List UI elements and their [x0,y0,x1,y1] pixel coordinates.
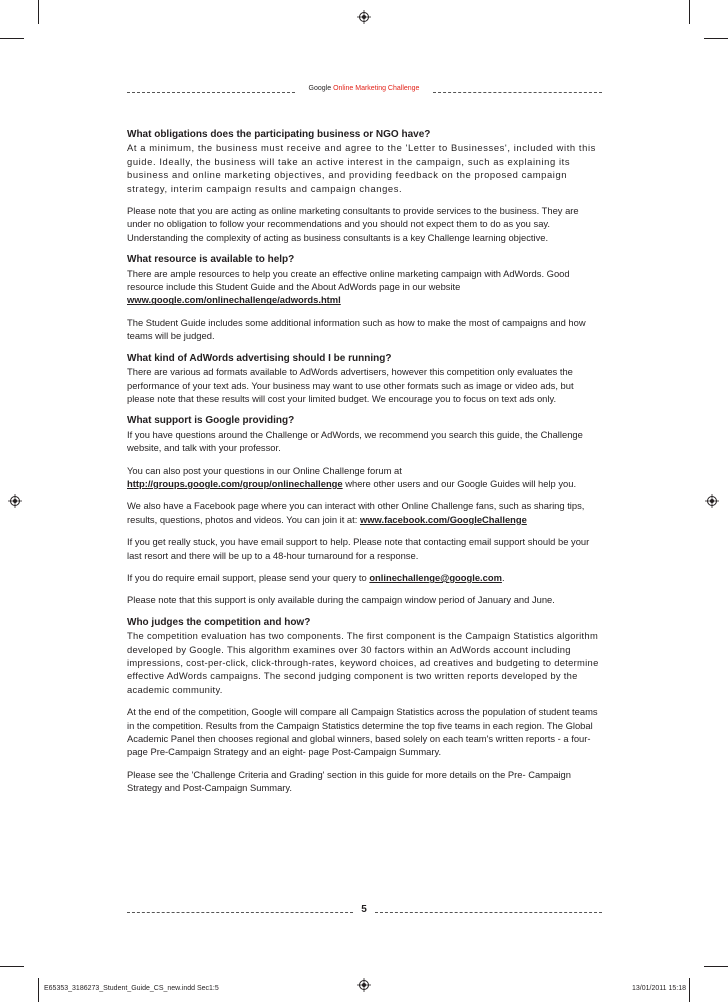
paragraph-facebook [127,499,602,526]
forum-link[interactable]: http://groups.google.com/group/onlinechallenge [127,477,343,489]
paragraph: At the end of the competition, Google will compare all Campaign Statistics across the population of student teams in the competition. Results from the Campaign Statistics determine the top five teams in each region. The Global Academic Panel then chooses regional and global winners, based solely on each team's written reports - a four-page Pre-Campaign Strategy and an eight- page Post-Campaign Summary. [127,706,598,758]
paragraph-email [127,571,602,584]
paragraph-text: You can also post your questions in our Online Challenge forum at [127,464,402,476]
facebook-link[interactable]: www.facebook.com/GoogleChallenge [359,513,527,525]
paragraph-text: We also have a Facebook page where you can interact with other Online Challenge fans, such as sharing tips, results, questions, photos and videos. You can join it at: [127,500,585,525]
question-heading: What support is Google providing? [127,415,295,427]
registration-mark-icon [8,494,22,508]
slug-timestamp: 13/01/2011 15:18 [632,985,686,992]
section-support [127,414,602,454]
header-rule-left [127,92,295,93]
slug-filename: E65353_3186273_Student_Guide_CS_new.indd Sec1:5 [44,985,219,992]
paragraph-forum [127,464,602,491]
paragraph-text: . [501,571,505,583]
paragraph: There are various ad formats available to AdWords advertisers, however this competition only evaluates the performance of your text ads. Your business may want to use other formats such as image or video ads, but please note that these results will cost your limited budget. We encourage you to focus on text ads only. [127,366,574,404]
registration-mark-icon [357,978,371,992]
paragraph: If you have questions around the Challenge or AdWords, we recommend you search this guide, the Challenge website, and talk with your professor. [127,428,583,454]
paragraph: The Student Guide includes some additional information such as how to make the most of campaigns and how teams will be judged. [127,316,586,342]
header-brand: Google [308,85,332,92]
header-rule-right [433,92,602,93]
paragraph: Please note that this support is only available during the campaign window period of January and June. [127,594,555,606]
question-heading: What kind of AdWords advertising should I be running? [127,352,392,364]
registration-mark-icon [357,10,371,24]
paragraph-text: where other users and our Google Guides will help you. [342,477,577,489]
running-header [298,85,430,92]
section-adwords-advertising [127,352,602,406]
support-email-link[interactable]: onlinechallenge@google.com [369,571,502,583]
section-obligations [127,128,602,195]
question-heading: Who judges the competition and how? [127,616,311,628]
footer-rule-left [127,912,353,913]
page-number: 5 [361,904,367,915]
registration-mark-icon [705,494,719,508]
paragraph: Please note that you are acting as online marketing consultants to provide services to the business. They are under no obligation to follow your recommendations and you should not expect them to do as you say. Understanding the complexity of acting as business consultants is a key Challenge learning objective. [127,205,579,243]
paragraph: If you get really stuck, you have email support to help. Please note that contacting email support should be your last resort and there will be up to a 48-hour turnaround for a response. [127,536,590,561]
paragraph: At a minimum, the business must receive and agree to the 'Letter to Businesses', included with this guide. Ideally, the business will take an active interest in the campaign, such as explaining its business and online marketing objectives, and providing feedback on the proposed campaign strategy, interim campaign results and campaign changes. [127,142,596,194]
question-heading: What resource is available to help? [127,254,295,266]
adwords-page-link[interactable]: www.google.com/onlinechallenge/adwords.html [127,294,341,306]
section-judging [127,616,602,696]
footer-rule-right [375,912,602,913]
question-heading: What obligations does the participating business or NGO have? [127,129,431,140]
header-title: Online Marketing Challenge [333,85,420,92]
paragraph: The competition evaluation has two components. The first component is the Campaign Statistics algorithm developed by Google. This algorithm examines over 30 factors within an AdWords account including impressions, cost-per-click, click-through-rates, keyword choices, ad creatives and budgeting to determine effective AdWords campaigns. The second judging component is two written reports developed by the academic community. [127,630,599,695]
paragraph: Please see the 'Challenge Criteria and Grading' section in this guide for more details on the Pre- Campaign Strategy and Post-Campaign Summary. [127,768,571,794]
paragraph-text: If you do require email support, please send your query to [127,571,370,583]
paragraph: There are ample resources to help you create an effective online marketing campaign with AdWords. Good resource include this Student Guide and the About AdWords page in our website [127,267,570,293]
page-body [127,128,602,804]
section-resources [127,253,602,307]
